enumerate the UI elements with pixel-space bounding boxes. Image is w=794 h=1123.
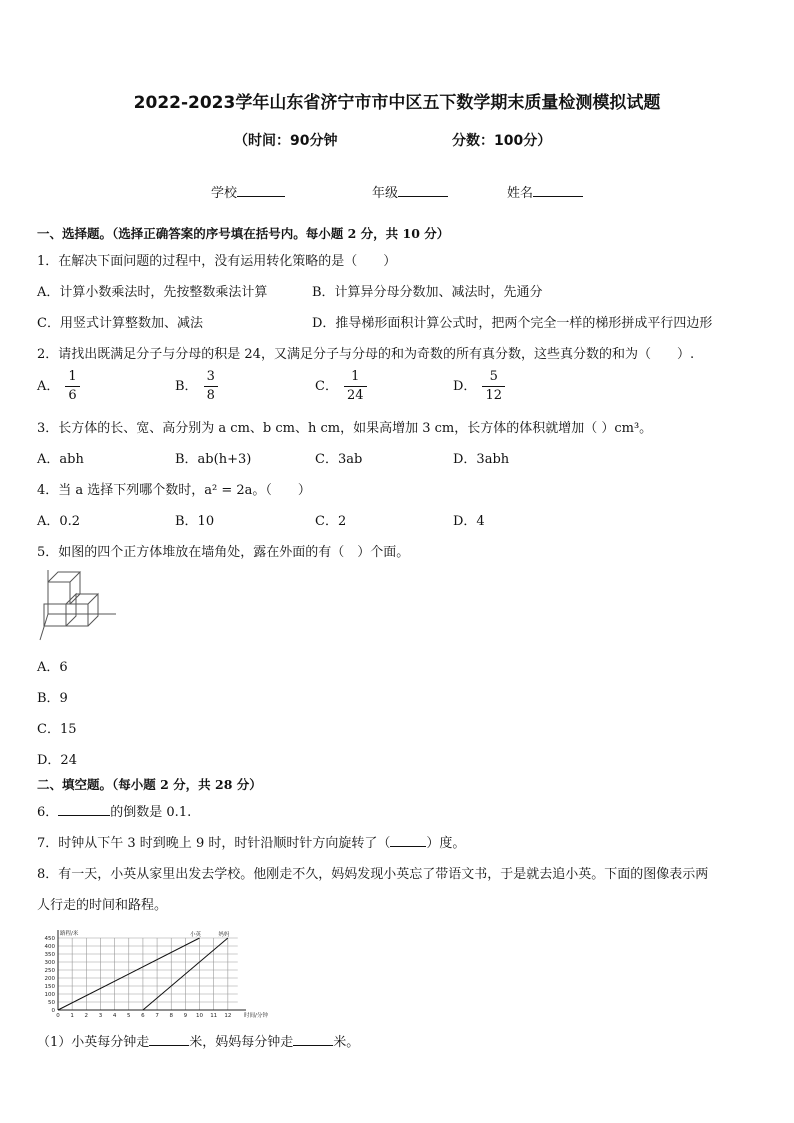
cube-bottom-left	[44, 594, 76, 626]
x-tick-label: 1	[70, 1013, 74, 1019]
cube-top	[48, 572, 80, 604]
grade-label: 年级	[372, 186, 399, 201]
q1-option-c: C．用竖式计算整数加、减法	[37, 316, 203, 331]
q3-option-d: D．3abh	[453, 452, 510, 467]
q2-option-b-letter: B．	[175, 379, 198, 394]
grade-field	[372, 182, 448, 201]
score-label: 分数：100分）	[452, 133, 552, 149]
q3-option-c: C．3ab	[315, 452, 363, 467]
grade-blank	[398, 196, 448, 197]
x-tick-label: 6	[141, 1013, 145, 1019]
section2-heading: 二、填空题。（每小题 2 分，共 28 分）	[37, 777, 262, 792]
q4-option-d: D．4	[453, 514, 485, 529]
y-tick-label: 0	[51, 1008, 55, 1014]
q2-option-c-letter: C．	[315, 379, 338, 394]
q3-option-a: A．abh	[37, 452, 84, 467]
q4-option-c: C．2	[315, 514, 347, 529]
q6-text: 的倒数是 0.1.	[110, 805, 192, 820]
q7-text-after: ）度。	[426, 836, 466, 851]
q8-sub1	[37, 1031, 359, 1050]
q2-stem: 2．请找出既满足分子与分母的积是 24，又满足分子与分母的和为奇数的所有真分数，这些真分数的和为（ ）.	[37, 347, 695, 362]
y-tick-label: 100	[44, 992, 55, 998]
q1-option-a: A．计算小数乘法时，先按整数乘法计算	[37, 285, 268, 300]
cubes-figure	[36, 568, 120, 644]
q2-option-b-fraction	[204, 368, 218, 405]
x-tick-label: 12	[224, 1013, 232, 1019]
q5-option-a: A．6	[37, 660, 68, 675]
q2-option-d-letter: D．	[453, 379, 477, 394]
series-label-2: 妈妈	[218, 932, 230, 938]
q2-option-a-letter: A．	[37, 379, 60, 394]
x-tick-label: 4	[112, 1013, 117, 1019]
x-tick-label: 2	[84, 1013, 89, 1019]
time-label: （时间：90分钟	[234, 133, 338, 149]
q3-stem: 3．长方体的长、宽、高分别为 a cm、b cm、h cm，如果高增加 3 cm，长方体的体积就增加（ ）cm³。	[37, 421, 653, 436]
x-tick-label: 5	[127, 1013, 131, 1019]
q6-number: 6．	[37, 805, 59, 820]
y-tick-label: 400	[44, 944, 55, 950]
series-label-1: 小英	[190, 932, 202, 938]
y-tick-label: 200	[44, 976, 55, 982]
name-blank	[533, 196, 583, 197]
q8-sub1-text-after: 米。	[333, 1035, 360, 1050]
q6	[37, 801, 191, 820]
q1-option-b: B．计算异分母分数加、减法时，先通分	[312, 285, 543, 300]
q5-option-c: C．15	[37, 722, 77, 737]
q7-blank	[390, 846, 426, 847]
y-tick-label: 450	[44, 936, 55, 942]
y-tick-label: 350	[44, 952, 55, 958]
q8-line1: 8．有一天，小英从家里出发去学校。他刚走不久，妈妈发现小英忘了带语文书，于是就去追小英。下面的图像表示两	[37, 867, 709, 882]
q2-option-d-numerator: 5	[482, 368, 505, 387]
q2-option-a-fraction	[65, 368, 79, 405]
school-field	[211, 182, 285, 201]
school-label: 学校	[211, 186, 238, 201]
x-tick-label: 11	[210, 1013, 218, 1019]
q6-blank	[58, 815, 110, 816]
q7-text-before: 7．时钟从下午 3 时到晚上 9 时，时针沿顺时针方向旋转了（	[37, 836, 391, 851]
q2-option-d-fraction	[482, 368, 505, 405]
q2-option-a-denominator: 6	[68, 388, 77, 403]
x-tick-label: 7	[155, 1013, 159, 1019]
x-tick-label: 10	[196, 1013, 204, 1019]
section1-heading: 一、选择题。（选择正确答案的序号填在括号内。每小题 2 分，共 10 分）	[37, 226, 450, 241]
x-tick-label: 0	[56, 1013, 60, 1019]
q4-stem: 4．当 a 选择下列哪个数时，a² = 2a。（ ）	[37, 483, 311, 498]
q5-stem: 5．如图的四个正方体堆放在墙角处，露在外面的有（ ）个面。	[37, 545, 410, 560]
q1-stem: 1．在解决下面问题的过程中，没有运用转化策略的是（ ）	[37, 254, 397, 269]
x-tick-label: 3	[98, 1013, 103, 1019]
q5-option-b: B．9	[37, 691, 68, 706]
q2-option-c	[315, 368, 367, 405]
q4-option-a: A．0.2	[37, 514, 81, 529]
q1-option-d: D．推导梯形面积计算公式时，把两个完全一样的梯形拼成平行四边形	[312, 316, 713, 331]
school-blank	[237, 196, 285, 197]
q2-option-c-numerator: 1	[344, 368, 367, 387]
q2-option-a	[37, 368, 80, 405]
x-axis-label: 时间/分钟	[244, 1013, 268, 1019]
q5-option-d: D．24	[37, 753, 77, 768]
q8-sub1-blank-2	[293, 1045, 333, 1046]
x-tick-label: 9	[183, 1013, 188, 1019]
x-tick-label: 8	[169, 1013, 173, 1019]
q2-option-b	[175, 368, 218, 405]
q2-option-c-denominator: 24	[346, 388, 364, 403]
q2-option-a-numerator: 1	[65, 368, 79, 387]
q3-option-b: B．ab(h+3)	[175, 452, 252, 467]
q8-sub1-text-before: （1）小英每分钟走	[37, 1035, 150, 1050]
y-tick-label: 150	[44, 984, 55, 990]
name-field	[507, 182, 583, 201]
distance-time-chart	[36, 924, 272, 1024]
q8-sub1-blank-1	[149, 1045, 189, 1046]
q4-option-b: B．10	[175, 514, 215, 529]
y-tick-label: 250	[44, 968, 55, 974]
q2-option-b-denominator: 8	[206, 388, 215, 403]
y-axis-label: 路程/米	[60, 931, 79, 937]
q2-option-d	[453, 368, 505, 405]
q2-option-d-denominator: 12	[485, 388, 502, 403]
q8-sub1-text-middle: 米，妈妈每分钟走	[189, 1035, 294, 1050]
q2-option-b-numerator: 3	[204, 368, 218, 387]
y-tick-label: 300	[44, 960, 55, 966]
q2-option-c-fraction	[344, 368, 367, 405]
q8-line2: 人行走的时间和路程。	[37, 898, 168, 913]
y-tick-label: 50	[48, 1000, 55, 1006]
q7	[37, 832, 465, 851]
page-title: 2022-2023学年山东省济宁市市中区五下数学期末质量检测模拟试题	[133, 93, 661, 113]
name-label: 姓名	[507, 186, 534, 201]
